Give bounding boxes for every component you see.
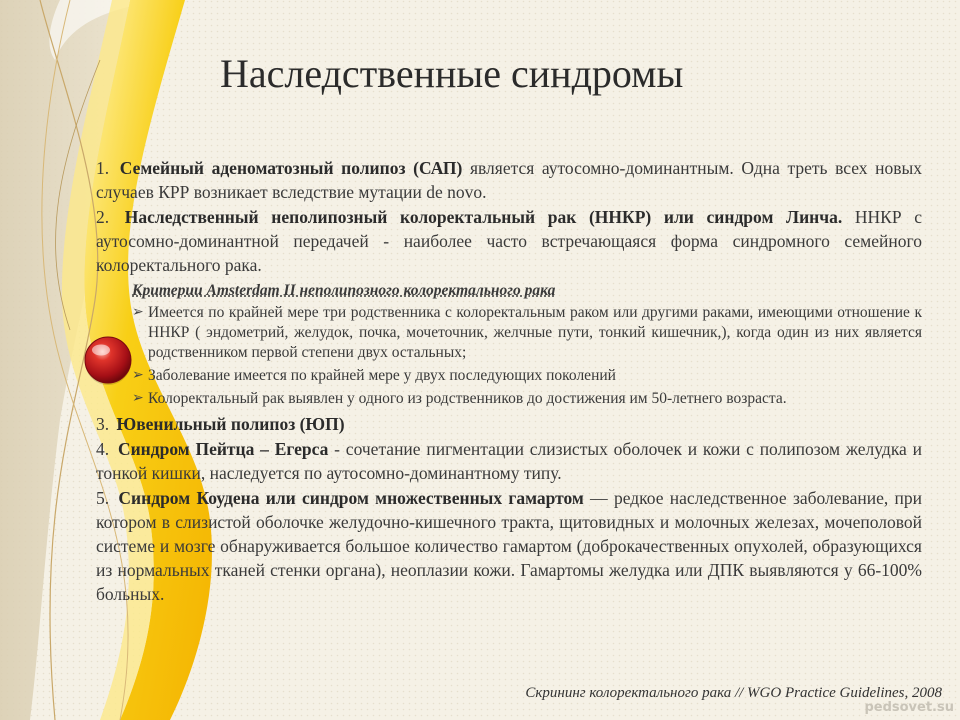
list-item-3	[96, 412, 922, 436]
list-item	[132, 303, 922, 363]
item-text: - сочетание пигментации слизистых оболочек и кожи с полипозом желудка и тонкой кишки, наследуется по аутосомно-доминантному типу.	[96, 439, 922, 483]
item-name: Синдром Пейтца – Егерса	[117, 439, 329, 459]
item-text: является аутосомно-доминантным. Одна треть всех новых случаев КРР возникает вследствие мутации de novo.	[96, 158, 923, 202]
criteria-list	[132, 303, 922, 409]
item-name: Семейный аденоматозный полипоз (САП)	[119, 158, 463, 178]
criteria-bullet-text: Имеется по крайней мере три родственника с колоректальным раком или другими раками, имеющими отношение к ННКР ( эндометрий, желудок, почка, мочеточник, желчные пути, тонкий кишечник,), когда один из них является родственником первой степени двух остальных;	[148, 304, 922, 361]
list-item-5	[96, 486, 922, 606]
list-item	[132, 366, 922, 386]
criteria-bullet-text: Колоректальный рак выявлен у одного из родственников до достижения им 50-летнего возраста.	[148, 390, 787, 407]
criteria-title: Критерии Amsterdam II неполипозного колоректального рака	[132, 282, 556, 299]
list-item-2	[96, 205, 922, 277]
slide-body	[96, 156, 922, 607]
item-text: ННКР с аутосомно-доминантной передачей - наиболее часто встречающаяся форма синдромного семейного колоректального рака.	[96, 207, 922, 275]
item-number: 3.	[96, 414, 110, 434]
list-item	[132, 389, 922, 409]
red-sphere-icon	[82, 334, 134, 386]
item-number: 2.	[96, 207, 110, 227]
item-number: 1.	[96, 158, 110, 178]
list-item-4	[96, 437, 922, 485]
criteria-bullet-text: Заболевание имеется по крайней мере у двух последующих поколений	[148, 367, 616, 384]
arrow-checkmark-icon: ➢	[132, 305, 144, 320]
list-item-1	[96, 156, 922, 204]
watermark: pedsovet.su	[864, 700, 954, 715]
item-number: 5.	[96, 488, 110, 508]
item-name: Синдром Коудена или синдром множественных гамартом	[118, 488, 584, 508]
arrow-checkmark-icon: ➢	[132, 391, 144, 406]
source-citation: Скрининг колоректального рака // WGO Practice Guidelines, 2008	[525, 685, 942, 701]
arrow-checkmark-icon: ➢	[132, 368, 144, 383]
item-text: — редкое наследственное заболевание, при котором в слизистой оболочке желудочно-кишечного тракта, щитовидных и молочных железах, мочеполовой системе и мозге обнаруживается большое количество гамартом (доброкачественных опухолей, образующихся из нормальных тканей стенки органа), неоплазии кожи. Гамартомы желудка или ДПК выявляются у 66-100% больных.	[96, 488, 922, 604]
criteria-block	[132, 281, 922, 409]
item-name: Наследственный неполипозный колоректальный рак (ННКР) или синдром Линча.	[124, 207, 843, 227]
item-number: 4.	[96, 439, 110, 459]
slide-title: Наследственные синдромы	[220, 51, 684, 96]
item-name: Ювенильный полипоз (ЮП)	[116, 414, 345, 434]
